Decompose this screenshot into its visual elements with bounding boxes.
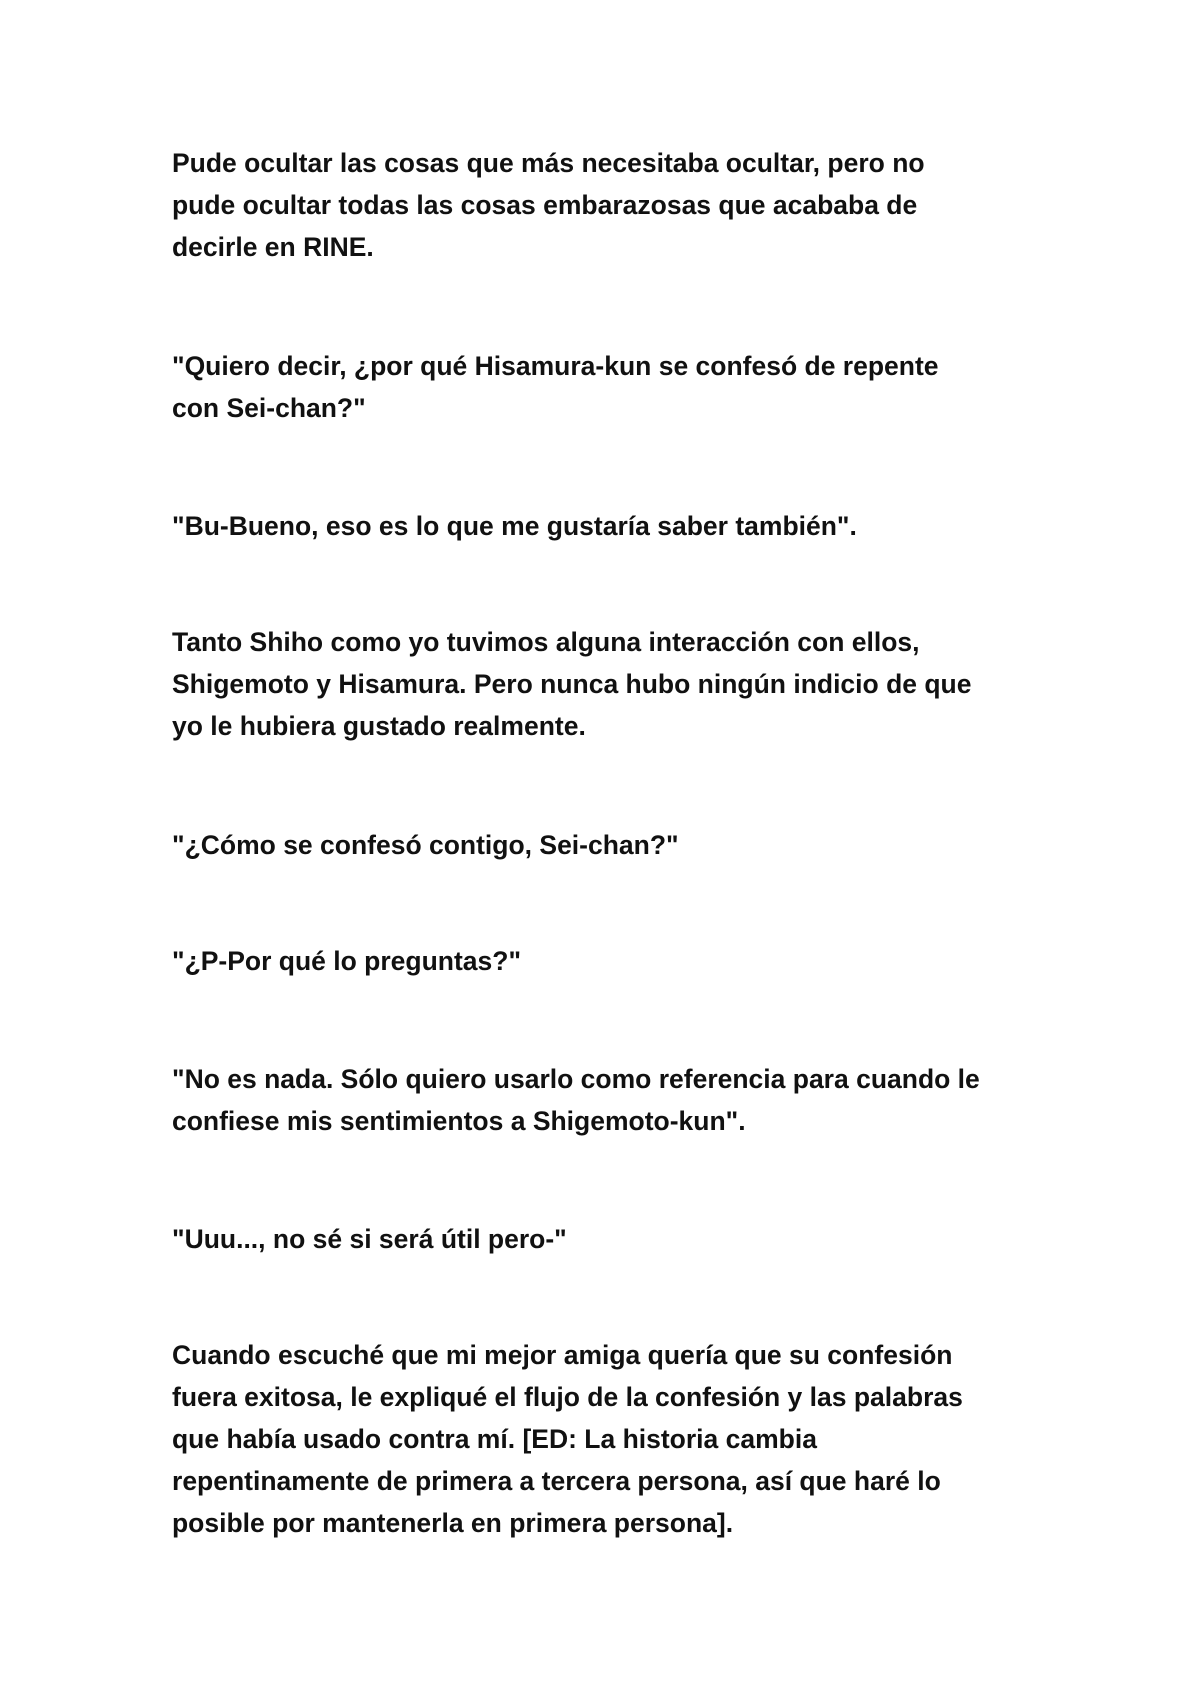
paragraph-9: Cuando escuché que mi mejor amiga quería que su confesión fuera exitosa, le expliqué el flujo de la confesión y las palabras que había usado contra mí. [ED: La historia cambia repentinamente de primera a tercera persona, así que haré lo posible por mantenerla en primera persona].	[172, 1340, 963, 1538]
paragraph-2: "Quiero decir, ¿por qué Hisamura-kun se confesó de repente con Sei-chan?"	[172, 351, 939, 423]
paragraph-7: "No es nada. Sólo quiero usarlo como referencia para cuando le confiese mis sentimientos a Shigemoto-kun".	[172, 1064, 980, 1136]
paragraph-6: "¿P-Por qué lo preguntas?"	[172, 946, 522, 976]
paragraph-8: "Uuu..., no sé si será útil pero-"	[172, 1224, 567, 1254]
paragraph-3: "Bu-Bueno, eso es lo que me gustaría saber también".	[172, 511, 857, 541]
paragraph-1: Pude ocultar las cosas que más necesitaba ocultar, pero no pude ocultar todas las cosas embarazosas que acababa de decirle en RINE.	[172, 148, 925, 262]
paragraph-4: Tanto Shiho como yo tuvimos alguna interacción con ellos, Shigemoto y Hisamura. Pero nunca hubo ningún indicio de que yo le hubiera gustado realmente.	[172, 627, 972, 741]
paragraph-5: "¿Cómo se confesó contigo, Sei-chan?"	[172, 830, 679, 860]
